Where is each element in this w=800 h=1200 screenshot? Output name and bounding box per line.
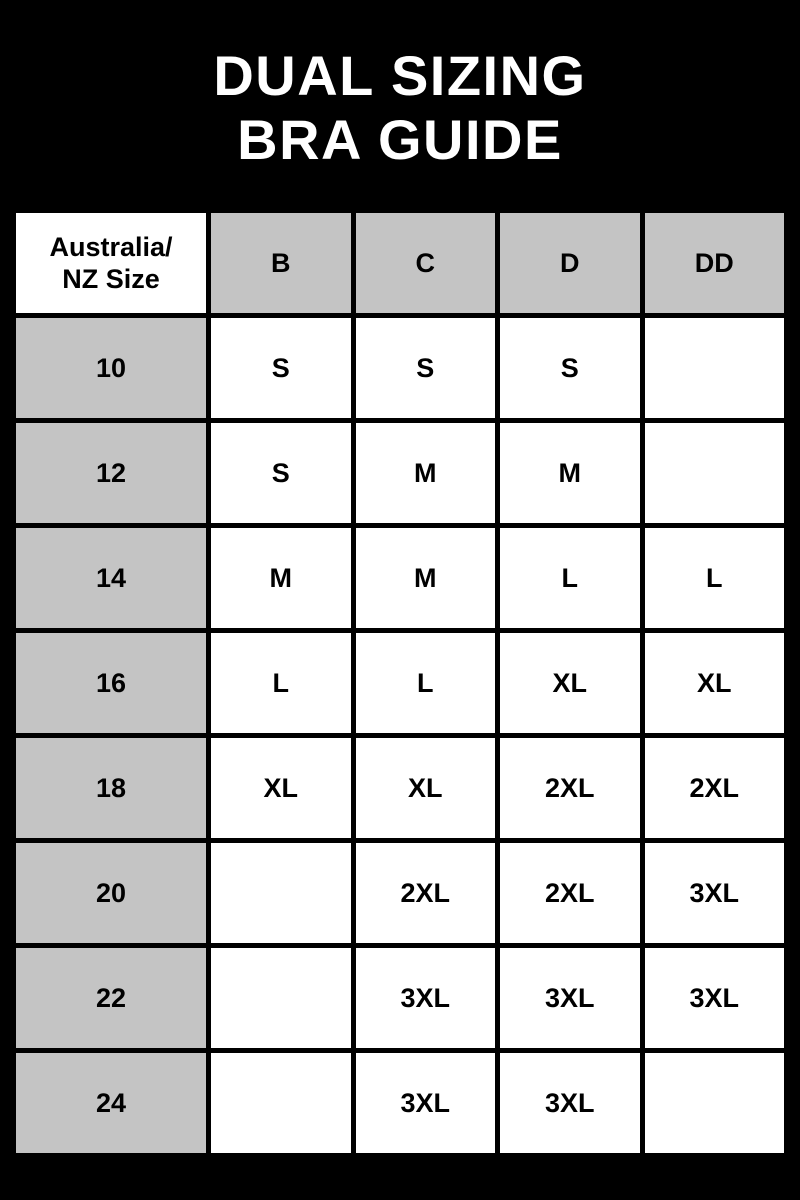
table-cell — [211, 948, 351, 1048]
table-cell: XL — [500, 633, 640, 733]
table-cell: 3XL — [500, 948, 640, 1048]
table-row — [16, 948, 784, 1048]
table-cell — [645, 423, 785, 523]
table-header-row — [16, 213, 784, 313]
table-cell: 2XL — [645, 738, 785, 838]
row-header-size: 18 — [16, 738, 206, 838]
table-cell: 2XL — [356, 843, 496, 943]
table-cell: L — [211, 633, 351, 733]
table-cell: XL — [356, 738, 496, 838]
page-title — [0, 0, 800, 173]
table-cell: L — [500, 528, 640, 628]
cup-header-d: D — [500, 213, 640, 313]
table-cell: L — [645, 528, 785, 628]
row-header-size: 12 — [16, 423, 206, 523]
cup-header-c: C — [356, 213, 496, 313]
corner-header-line-2: NZ Size — [62, 264, 160, 294]
table-cell: 3XL — [356, 1053, 496, 1153]
corner-header-line-1: Australia/ — [49, 231, 173, 262]
table-cell: M — [500, 423, 640, 523]
table-cell: S — [500, 318, 640, 418]
table-row — [16, 738, 784, 838]
table-cell — [211, 1053, 351, 1153]
row-header-size: 14 — [16, 528, 206, 628]
table-cell: M — [211, 528, 351, 628]
table-cell — [645, 1053, 785, 1153]
table-cell — [211, 843, 351, 943]
table-cell: M — [356, 528, 496, 628]
table-row — [16, 528, 784, 628]
table-cell: M — [356, 423, 496, 523]
row-header-size: 22 — [16, 948, 206, 1048]
table-cell: XL — [211, 738, 351, 838]
title-line-2: BRA GUIDE — [237, 108, 563, 172]
corner-header — [16, 213, 206, 313]
cup-header-dd: DD — [645, 213, 785, 313]
table-cell — [645, 318, 785, 418]
table-cell: 2XL — [500, 738, 640, 838]
row-header-size: 20 — [16, 843, 206, 943]
cup-header-b: B — [211, 213, 351, 313]
table-row — [16, 1053, 784, 1153]
title-line-1: DUAL SIZING — [213, 44, 587, 107]
table-cell: 3XL — [645, 843, 785, 943]
size-table-container — [11, 208, 789, 1158]
table-body — [16, 318, 784, 1153]
row-header-size: 10 — [16, 318, 206, 418]
table-row — [16, 843, 784, 943]
table-cell: S — [356, 318, 496, 418]
table-row — [16, 318, 784, 418]
table-cell: S — [211, 318, 351, 418]
table-cell: S — [211, 423, 351, 523]
table-cell: L — [356, 633, 496, 733]
size-table — [11, 208, 789, 1158]
row-header-size: 16 — [16, 633, 206, 733]
table-head — [16, 213, 784, 313]
table-cell: XL — [645, 633, 785, 733]
table-cell: 3XL — [500, 1053, 640, 1153]
table-cell: 3XL — [356, 948, 496, 1048]
table-row — [16, 633, 784, 733]
table-cell: 3XL — [645, 948, 785, 1048]
table-row — [16, 423, 784, 523]
table-cell: 2XL — [500, 843, 640, 943]
row-header-size: 24 — [16, 1053, 206, 1153]
